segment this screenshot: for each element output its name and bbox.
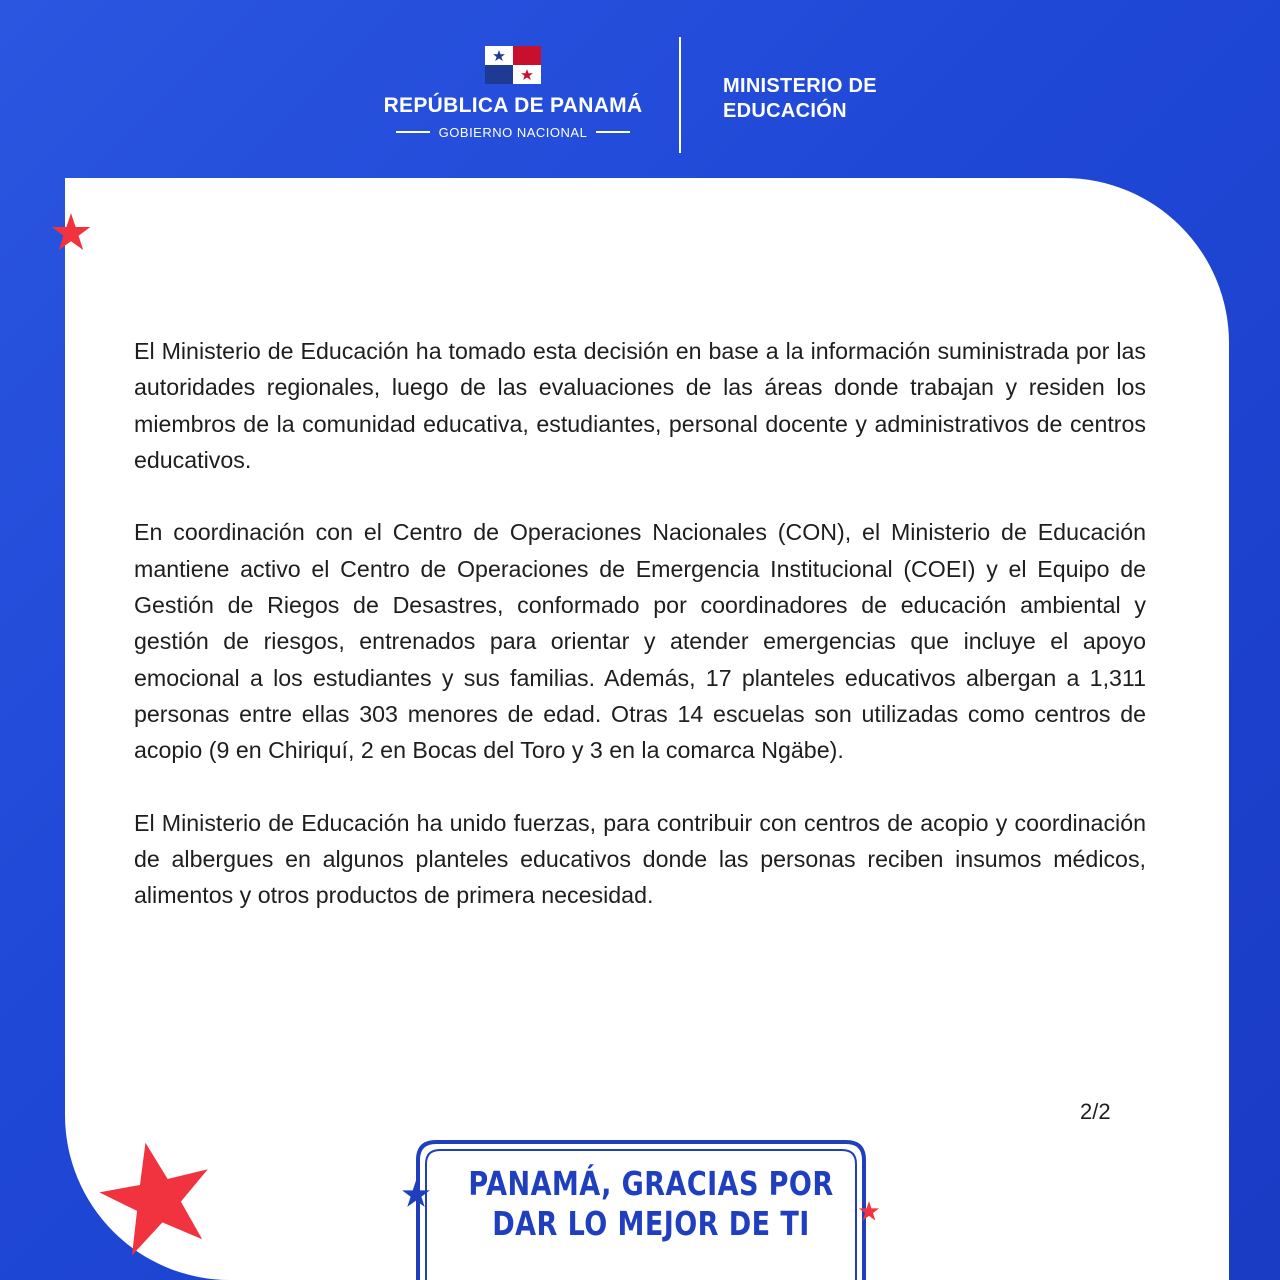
subtitle-rule-left	[396, 131, 430, 133]
header	[0, 0, 1280, 178]
paragraph-2: En coordinación con el Centro de Operaciones Nacionales (CON), el Ministerio de Educación mantiene activo el Centro de Operaciones de Emergencia Institucional (COEI) y el Equipo de Gestión de Riegos de Desastres, conformado por coordinadores de educación ambiental y gestión de riesgos, entrenados para orientar y atender emergencias que incluye el apoyo emocional a los estudiantes y sus familias. Además, 17 planteles educativos albergan a 1,311 personas entre ellas 303 menores de edad. Otras 14 escuelas son utilizadas como centros de acopio (9 en Chiriquí, 2 en Bocas del Toro y 3 en la comarca Ngäbe).	[134, 519, 1146, 764]
ministry-name	[723, 74, 877, 124]
ministry-line-2: EDUCACIÓN	[723, 100, 847, 122]
government-label: GOBIERNO NACIONAL	[438, 124, 588, 140]
slogan-box	[400, 1138, 882, 1280]
slogan-line-1: PANAMÁ, GRACIAS POR	[468, 1164, 834, 1203]
page-number: 2/2	[1080, 1099, 1111, 1124]
republic-title: REPÚBLICA DE PANAMÁ	[383, 94, 643, 117]
slogan-line-2: DAR LO MEJOR DE TI	[492, 1204, 810, 1243]
header-divider	[679, 37, 681, 153]
paragraph-1: El Ministerio de Educación ha tomado esta decisión en base a la información suministrada por las autoridades regionales, luego de las evaluaciones de las áreas donde trabajan y residen los miembros de la comunidad educativa, estudiantes, personal docente y administrativos de centros educativos.	[134, 338, 1146, 473]
statement-body	[134, 333, 1146, 950]
government-subtitle	[392, 123, 634, 141]
paragraph-3: El Ministerio de Educación ha unido fuerzas, para contribuir con centros de acopio y coordinación de albergues en algunos planteles educativos donde las personas reciben insumos médicos, alimentos y otros productos de primera necesidad.	[134, 809, 1146, 909]
red-star-icon	[98, 1138, 216, 1256]
slogan-text	[420, 1164, 882, 1244]
panama-flag-icon	[485, 46, 541, 84]
ministry-line-1: MINISTERIO DE	[723, 75, 877, 97]
subtitle-rule-right	[596, 131, 630, 133]
red-star-icon	[50, 211, 92, 253]
